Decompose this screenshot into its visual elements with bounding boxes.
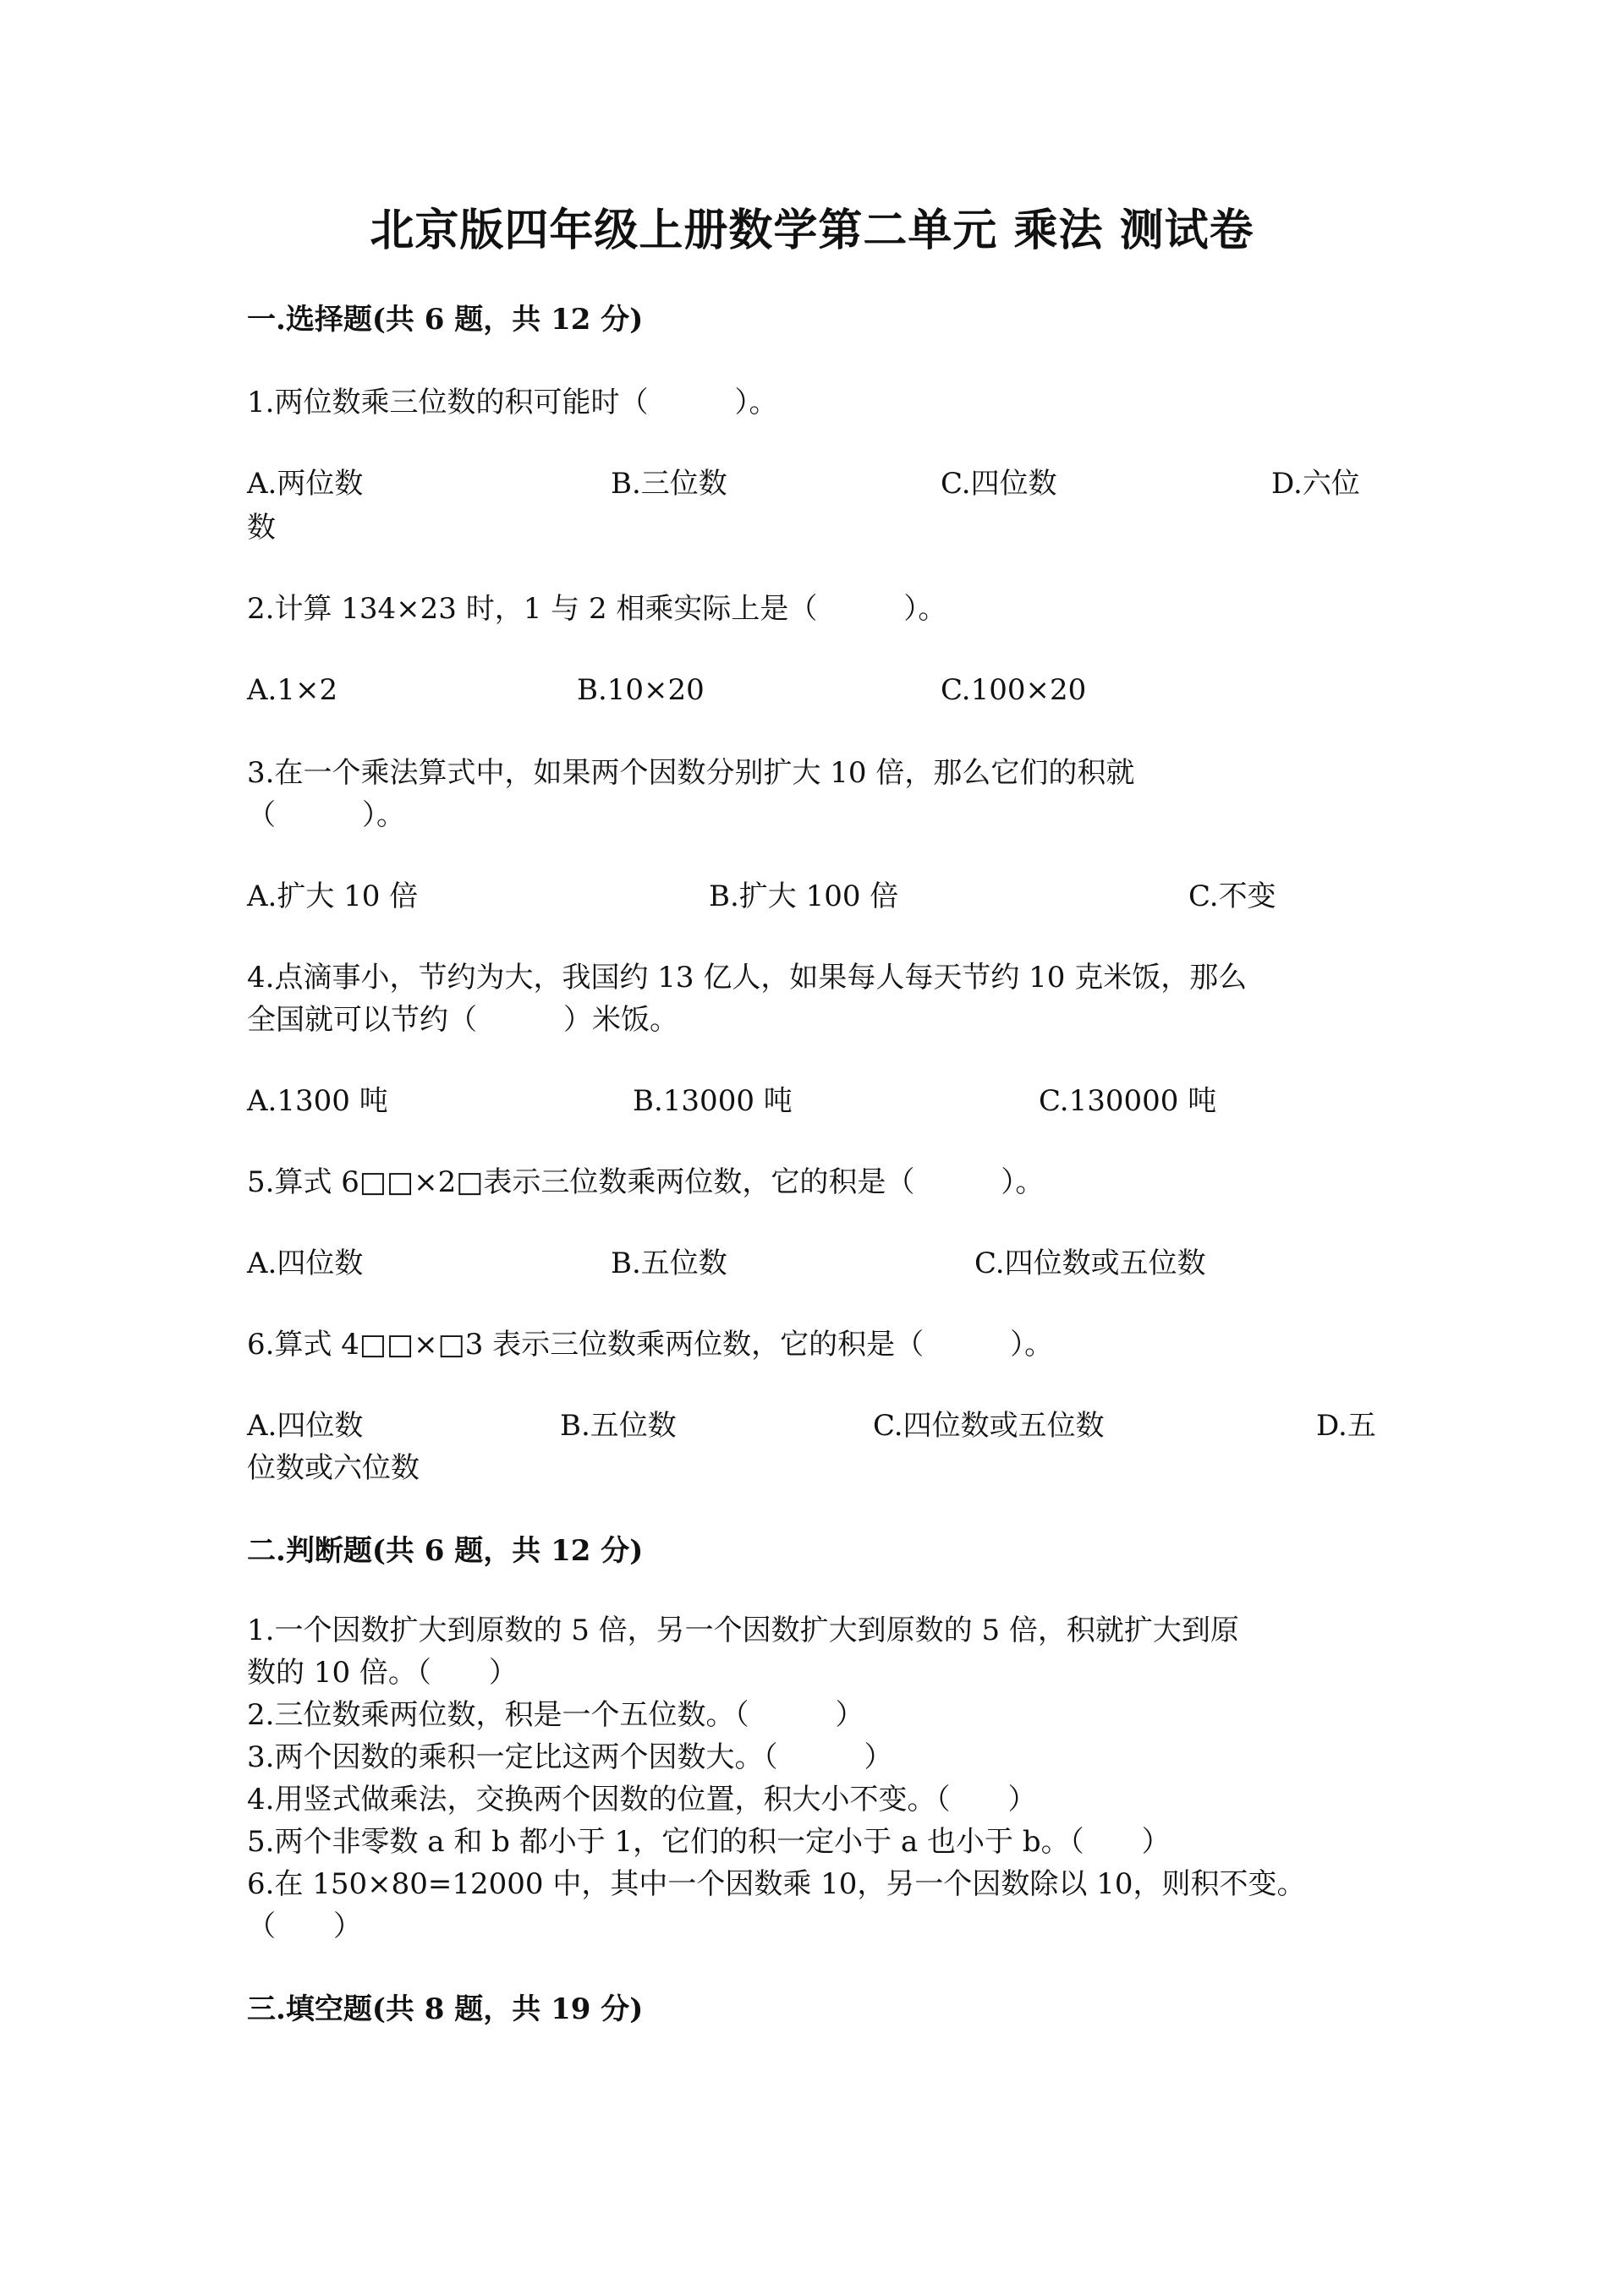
option-a: A.两位数 — [247, 467, 364, 501]
section-heading-judgement: 二.判断题(共 6 题，共 12 分) — [247, 1534, 644, 1568]
judgement-line: 数的 10 倍。（ ） — [247, 1656, 518, 1690]
question-stem: 全国就可以节约（ ）米饭。 — [247, 1003, 678, 1037]
question-stem: 2.计算 134×23 时，1 与 2 相乘实际上是（ ）。 — [247, 592, 947, 626]
option-b: B.13000 吨 — [633, 1084, 793, 1118]
judgement-line: 3.两个因数的乘积一定比这两个因数大。（ ） — [247, 1740, 893, 1774]
judgement-line: 4.用竖式做乘法，交换两个因数的位置，积大小不变。（ ） — [247, 1783, 1037, 1817]
option-a: A.四位数 — [247, 1409, 364, 1443]
option-wrap: 数 — [247, 511, 276, 545]
question-stem: （ ）。 — [247, 798, 405, 832]
option-a: A.扩大 10 倍 — [247, 879, 419, 913]
judgement-line: 2.三位数乘两位数，积是一个五位数。（ ） — [247, 1698, 864, 1732]
option-b: B.扩大 100 倍 — [709, 879, 899, 913]
question-stem: 5.算式 6□□×2□表示三位数乘两位数，它的积是（ ）。 — [247, 1165, 1045, 1199]
option-b: B.10×20 — [577, 673, 705, 707]
judgement-line: 6.在 150×80=12000 中，其中一个因数乘 10，另一个因数除以 10，则积不变。 — [247, 1867, 1306, 1901]
question-stem: 1.两位数乘三位数的积可能时（ ）。 — [247, 386, 778, 419]
option-c: C.130000 吨 — [1039, 1084, 1217, 1118]
option-wrap: 位数或六位数 — [247, 1451, 420, 1485]
option-a: A.四位数 — [247, 1247, 364, 1280]
option-c: C.四位数或五位数 — [873, 1409, 1105, 1443]
judgement-line: （ ） — [247, 1910, 362, 1943]
question-stem: 4.点滴事小，节约为大，我国约 13 亿人，如果每人每天节约 10 克米饭，那么 — [247, 961, 1248, 995]
option-b: B.五位数 — [560, 1409, 677, 1443]
option-b: B.三位数 — [611, 467, 727, 501]
option-c: C.100×20 — [941, 673, 1087, 707]
question-stem: 6.算式 4□□×□3 表示三位数乘两位数，它的积是（ ）。 — [247, 1328, 1054, 1362]
section-heading-choice: 一.选择题(共 6 题，共 12 分) — [247, 303, 644, 337]
option-c: C.不变 — [1188, 879, 1276, 913]
question-stem: 3.在一个乘法算式中，如果两个因数分别扩大 10 倍，那么它们的积就 — [247, 756, 1135, 790]
option-a: A.1300 吨 — [247, 1084, 388, 1118]
judgement-line: 5.两个非零数 a 和 b 都小于 1，它们的积一定小于 a 也小于 b。（ ） — [247, 1825, 1171, 1859]
judgement-line: 1.一个因数扩大到原数的 5 倍，另一个因数扩大到原数的 5 倍，积就扩大到原 — [247, 1614, 1239, 1647]
option-a: A.1×2 — [247, 673, 338, 707]
option-d: D.五 — [1316, 1409, 1376, 1443]
page-title: 北京版四年级上册数学第二单元 乘法 测试卷 — [370, 205, 1254, 256]
option-c: C.四位数 — [941, 467, 1057, 501]
option-d: D.六位 — [1271, 467, 1360, 501]
option-c: C.四位数或五位数 — [974, 1247, 1206, 1280]
option-b: B.五位数 — [611, 1247, 727, 1280]
section-heading-fill-in: 三.填空题(共 8 题，共 19 分) — [247, 1992, 644, 2026]
